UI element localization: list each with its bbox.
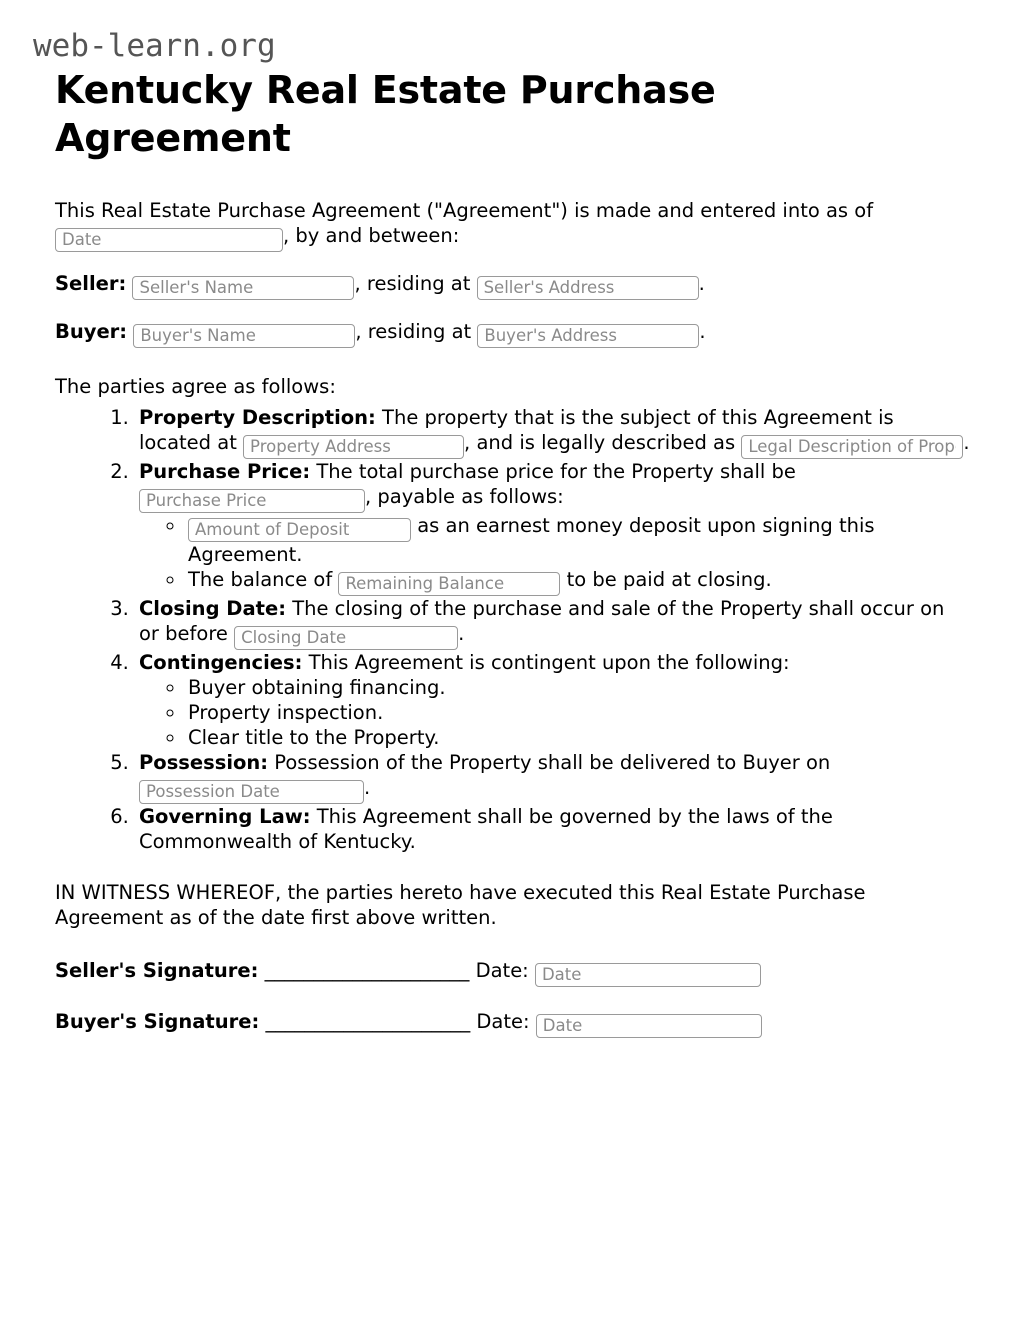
term-3-text-b: . [458, 622, 465, 645]
term-item-closing-date [135, 596, 970, 650]
property-address-input[interactable] [243, 435, 464, 459]
term-item-governing-law [135, 804, 970, 854]
term-1-text-b: , and is legally described as [464, 431, 742, 454]
term-5-text-a: Possession of the Property shall be delivered to Buyer on [268, 751, 831, 774]
seller-signature-label: Seller's Signature: [55, 959, 259, 982]
buyer-signature-date-input[interactable] [536, 1014, 762, 1038]
buyer-residing-text: , residing at [355, 320, 478, 343]
deposit-text: as an earnest money deposit upon signing this Agreement. [188, 514, 875, 566]
purchase-price-sublist [139, 513, 970, 596]
seller-signature-row [55, 958, 970, 987]
term-item-contingencies [135, 650, 970, 750]
term-3-text-a: The closing of the purchase and sale of the Property shall occur on or before [139, 597, 945, 645]
site-brand: web-learn.org [33, 28, 276, 64]
sub-item-balance [186, 567, 970, 596]
balance-text-after: to be paid at closing. [560, 568, 772, 591]
term-item-possession [135, 750, 970, 804]
term-5-heading: Possession: [139, 751, 269, 774]
intro-text-before-date: This Real Estate Purchase Agreement ("Agreement") is made and entered into as of [55, 199, 874, 222]
term-6-text-a: This Agreement shall be governed by the laws of the Commonwealth of Kentucky. [139, 805, 833, 853]
seller-signature-line: _____________________ [264, 959, 470, 982]
buyer-name-input[interactable] [133, 324, 355, 348]
buyer-label: Buyer: [55, 320, 128, 343]
buyer-line-period: . [699, 320, 706, 343]
contingencies-sublist [139, 675, 970, 750]
term-2-text-a: The total purchase price for the Property shall be [310, 460, 796, 483]
possession-date-input[interactable] [139, 780, 364, 804]
term-item-purchase-price [135, 459, 970, 596]
buyer-line [55, 319, 970, 348]
buyer-date-label: Date: [476, 1010, 530, 1033]
buyer-signature-row [55, 1009, 970, 1038]
contingency-item: ◦ Clear title to the Property. [186, 725, 970, 750]
contingency-item: ◦ Buyer obtaining financing. [186, 675, 970, 700]
seller-address-input[interactable] [477, 276, 699, 300]
term-item-property-description [135, 405, 970, 459]
term-5-text-b: . [364, 776, 371, 799]
term-1-heading: Property Description: [139, 406, 376, 429]
term-2-heading: Purchase Price: [139, 460, 311, 483]
intro-paragraph [55, 198, 970, 252]
contingency-item: ◦ Property inspection. [186, 700, 970, 725]
remaining-balance-input[interactable] [338, 572, 560, 596]
page-title: Kentucky Real Estate Purchase Agreement [55, 68, 716, 160]
document-body [0, 198, 1025, 1038]
buyer-address-input[interactable] [477, 324, 699, 348]
term-4-text-a: This Agreement is contingent upon the following: [302, 651, 790, 674]
witness-paragraph: IN WITNESS WHEREOF, the parties hereto have executed this Real Estate Purchase Agreement as of the date first above written. [55, 881, 866, 929]
balance-text-before: The balance of [188, 568, 339, 591]
term-2-text-b: , payable as follows: [365, 485, 564, 508]
seller-name-input[interactable] [132, 276, 354, 300]
parties-agree-text: The parties agree as follows: [55, 375, 336, 398]
term-4-heading: Contingencies: [139, 651, 303, 674]
buyer-signature-label: Buyer's Signature: [55, 1010, 260, 1033]
intro-text-after-date: , by and between: [283, 224, 460, 247]
seller-line [55, 271, 970, 300]
closing-date-input[interactable] [234, 626, 458, 650]
seller-line-period: . [698, 272, 705, 295]
seller-label: Seller: [55, 272, 127, 295]
terms-list [55, 405, 970, 854]
term-1-text-a: The property that is the subject of this Agreement is located at [139, 406, 894, 454]
agreement-date-input[interactable] [55, 228, 283, 252]
sub-item-deposit [186, 513, 970, 567]
deposit-amount-input[interactable] [188, 518, 411, 542]
term-1-text-c: . [963, 431, 970, 454]
legal-description-input[interactable] [741, 435, 963, 459]
signature-block [55, 958, 970, 1038]
buyer-signature-line: _____________________ [265, 1010, 471, 1033]
term-6-heading: Governing Law: [139, 805, 311, 828]
seller-residing-text: , residing at [354, 272, 477, 295]
seller-signature-date-input[interactable] [535, 963, 761, 987]
purchase-price-input[interactable] [139, 489, 365, 513]
term-3-heading: Closing Date: [139, 597, 287, 620]
seller-date-label: Date: [475, 959, 529, 982]
